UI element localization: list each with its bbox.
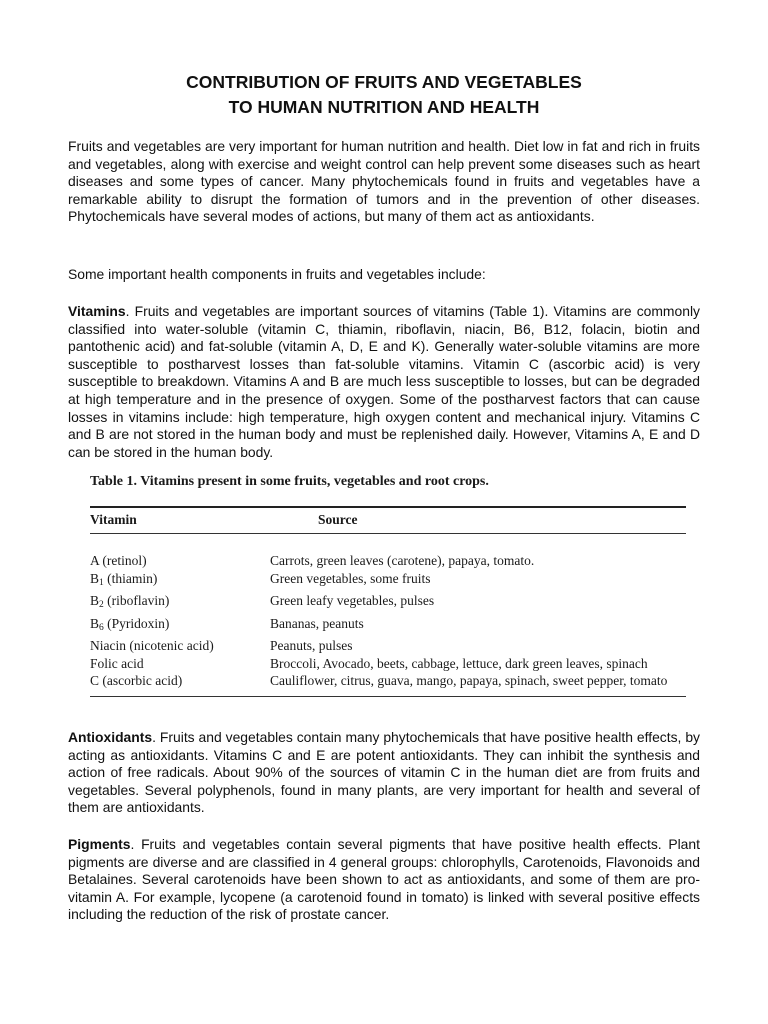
antioxidants-paragraph (68, 729, 700, 817)
cell-source: Cauliflower, citrus, guava, mango, papaya, spinach, sweet pepper, tomato (270, 673, 668, 688)
header-source: Source (318, 512, 358, 527)
pigments-paragraph (68, 836, 700, 924)
cell-source: Green leafy vegetables, pulses (270, 593, 435, 608)
vitamins-paragraph (68, 303, 700, 461)
cell-vitamin: A (retinol) (90, 553, 147, 568)
cell-vitamin: Folic acid (90, 655, 144, 671)
pigments-text: . Fruits and vegetables contain several pigments that have positive health effects. Plant pigments are diverse and are classified in 4 general groups: chlorophylls, Carotenoids, Flavonoids and Betalaines. Several carotenoids have been shown to act as antioxidants, and some of them are pro-vitamin A. For example, lycopene (a carotenoid found in tomato) is linked with several positive effects including the reduction of the risk of prostate cancer. (68, 836, 700, 923)
title-line-2: TO HUMAN NUTRITION AND HEALTH (228, 97, 540, 117)
table-row (90, 592, 686, 614)
antioxidants-text: . Fruits and vegetables contain many phytochemicals that have positive health effects, by acting as antioxidants. Vitamins C and E are potent antioxidants. They can inhibit the synthesis and action of free radicals. About 90% of the sources of vitamin C in the human diet are from fruits and vegetables. Several polyphenols, found in many plants, are very important for health and several of them are antioxidants. (68, 729, 700, 816)
cell-vitamin: $B_6$ (Pyridoxin) (90, 615, 170, 633)
table-bottom-rule (90, 696, 686, 697)
cell-source: Bananas, peanuts (270, 615, 364, 631)
cell-vitamin: Niacin (nicotenic acid) (90, 638, 214, 653)
table-row (90, 655, 686, 672)
vitamins-table (90, 472, 686, 697)
table-header-row (90, 508, 686, 533)
table-row (90, 552, 686, 569)
vitamins-heading: Vitamins (68, 303, 126, 319)
components-intro-paragraph: Some important health components in fruits and vegetables include: (68, 266, 486, 282)
cell-vitamin: C (ascorbic acid) (90, 673, 183, 688)
cell-source: Broccoli, Avocado, beets, cabbage, lettuce, dark green leaves, spinach (270, 655, 648, 671)
cell-source: Green vegetables, some fruits (270, 570, 431, 586)
intro-paragraph: Fruits and vegetables are very important for human nutrition and health. Diet low in fat and rich in fruits and vegetables, along with exercise and weight control can help prevent some diseases such as heart diseases and some types of cancer. Many phytochemicals found in fruits and vegetables have a remarkable ability to disrupt the formation of tumors and in the prevention of other diseases. Phytochemicals have several modes of actions, but many of them act as antioxidants. (68, 138, 700, 225)
header-vitamin: Vitamin (90, 512, 137, 527)
title-line-1: CONTRIBUTION OF FRUITS AND VEGETABLES (186, 72, 582, 92)
cell-vitamin: $B_2$ (riboflavin) (90, 593, 170, 610)
pigments-heading: Pigments (68, 836, 131, 852)
table-row (90, 637, 686, 654)
table-row (90, 570, 686, 592)
page-title (0, 70, 768, 120)
cell-source: Peanuts, pulses (270, 638, 353, 653)
table-row (90, 672, 686, 689)
antioxidants-heading: Antioxidants (68, 729, 153, 745)
table-row (90, 615, 686, 637)
table-caption: Table 1. Vitamins present in some fruits, vegetables and root crops. (90, 474, 489, 489)
vitamins-text: . Fruits and vegetables are important sources of vitamins (Table 1). Vitamins are commonly classified into water-soluble (vitamin C, thiamin, riboflavin, niacin, B6, B12, folacin, biotin and pantothenic acid) and fat-soluble (vitamin A, D, E and K). Generally water-soluble vitamins are more susceptible to postharvest losses than fat-soluble vitamins. Vitamin C (ascorbic acid) is very susceptible to breakdown. Vitamins A and B are much less susceptible to losses, but can be degraded at high temperature and in the presence of oxygen. Some of the postharvest factors that can cause losses in vitamins include: high temperature, high oxygen content and mechanical injury. Vitamins C and B are not stored in the human body and must be replenished daily. However, Vitamins A, E and D can be stored in the human body. (68, 303, 700, 460)
cell-source: Carrots, green leaves (carotene), papaya, tomato. (270, 553, 535, 568)
cell-vitamin: $B_1$ (thiamin) (90, 570, 158, 588)
table-body (90, 534, 686, 696)
